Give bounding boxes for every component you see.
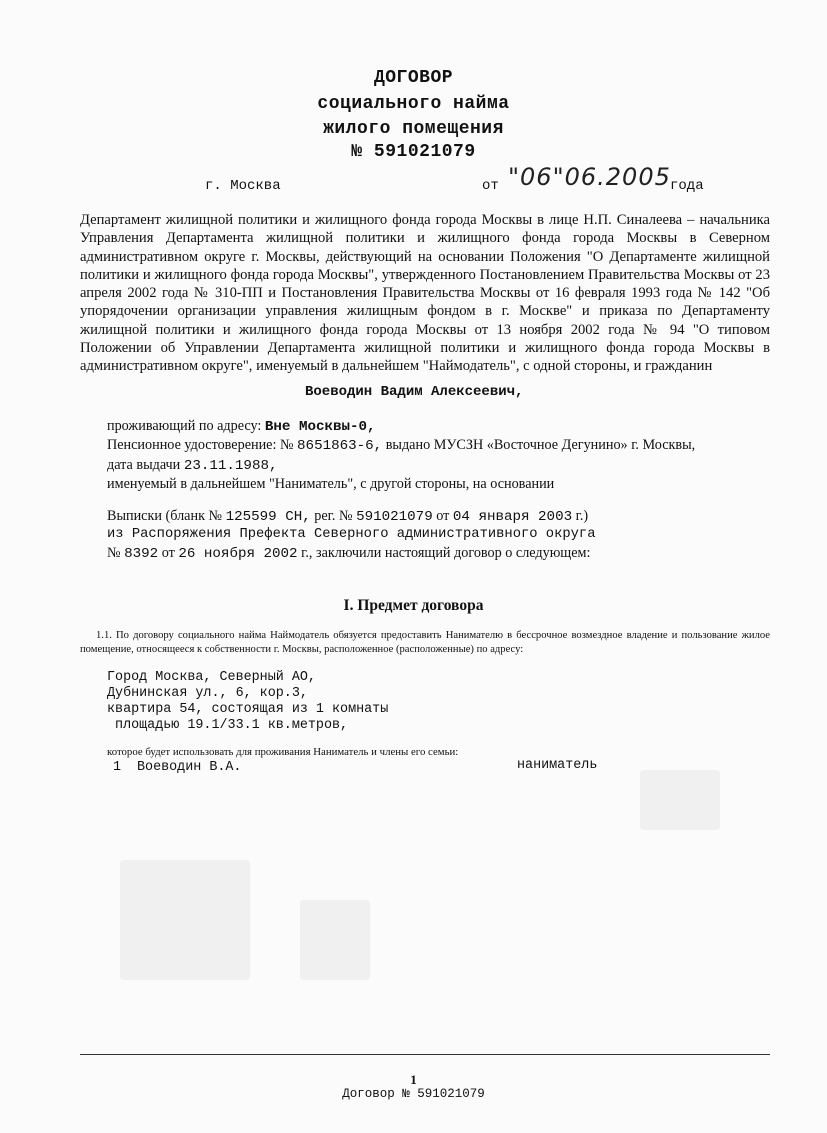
bleed-through-mark (640, 770, 720, 830)
order-date: 26 ноября 2002 (178, 546, 298, 562)
date-suffix: года (670, 178, 704, 194)
address-line-1: Город Москва, Северный АО, (107, 670, 316, 685)
address-line-4: площадью 19.1/33.1 кв.метров, (107, 718, 349, 733)
address-label: проживающий по адресу: (107, 418, 262, 434)
family-member-name: Воеводин В.А. (137, 760, 242, 775)
tenant-name: Воеводин Вадим Алексеевич, (305, 384, 524, 400)
intro-paragraph: Департамент жилищной политики и жилищного фонда города Москвы в лице Н.П. Синалеева – начальника Управления Департамента жилищной политики и жилищного фонда города Москвы в Северном административном округе г. Москвы, действующий на основании Положения "О Департаменте жилищной политики и жилищного фонда города Москвы", утвержденного Постановлением Правительства Москвы от 23 апреля 2002 года № 310-ПП и Постановления Правительства Москвы от 16 февраля 1993 года № 142 "Об упорядочении организации управления жилищным фондом в г. Москве" и приказа по Департаменту жилищной политики и жилищного фонда города Москвы от 13 ноября 2002 года № 94 "О типовом Положении об Управлении Департамента жилищной политики и жилищного фонда города Москвы в административном округе", именуемый в дальнейшем "Наймодатель", с одной стороны, и гражданин (80, 212, 770, 375)
referred-as-line: именуемый в дальнейшем "Наниматель", с другой стороны, на основании (107, 476, 555, 492)
bleed-through-mark (120, 860, 250, 980)
tenant-address-line (107, 418, 376, 435)
order-date-label: от (161, 545, 175, 561)
handwritten-date: "06"06.2005 (508, 163, 671, 191)
order-no-label: № (107, 545, 121, 561)
family-member-role: наниматель (517, 758, 598, 773)
pension-label: Пенсионное удостоверение: № (107, 437, 294, 453)
address-value: Вне Москвы-0, (264, 419, 376, 435)
clause-1-1: 1.1. По договору социального найма Наймодатель обязуется предоставить Нанимателю в бессрочное возмездное владение и пользование жилое помещение, относящееся к собственности г. Москвы, расположенное (расположенные) по адресу: (80, 630, 770, 655)
contract-number: № 591021079 (351, 142, 476, 162)
basis-line-1 (107, 508, 588, 525)
footer-doc-ref: Договор № 591021079 (342, 1087, 485, 1101)
pension-line (107, 437, 695, 454)
document-subtitle-2: жилого помещения (323, 119, 504, 139)
basis-label-2: рег. № (314, 508, 353, 524)
registration-number: 591021079 (356, 509, 433, 525)
page-number: 1 (410, 1072, 417, 1087)
family-member-number: 1 (113, 760, 122, 775)
basis-label-1: Выписки (бланк № (107, 508, 223, 524)
issue-date: 23.11.1988, (183, 458, 278, 474)
family-label: которое будет использовать для проживания Наниматель и члены его семьи: (107, 746, 459, 758)
address-line-2: Дубнинская ул., 6, кор.3, (107, 686, 308, 701)
address-line-3: квартира 54, состоящая из 1 комнаты (107, 702, 389, 717)
issue-date-line (107, 457, 277, 474)
basis-line-2: из Распоряжения Префекта Северного административного округа (107, 527, 596, 542)
section-1-title: I. Предмет договора (343, 597, 484, 614)
order-number: 8392 (124, 546, 159, 562)
city: г. Москва (205, 178, 281, 194)
bleed-through-mark (300, 900, 370, 980)
basis-line-3 (107, 545, 590, 562)
registration-date: 04 января 2003 (452, 509, 573, 525)
pension-issuer: выдано МУСЗН «Восточное Дегунино» г. Москвы, (385, 437, 696, 453)
date-prefix: от (482, 178, 499, 194)
document-subtitle-1: социального найма (317, 94, 510, 114)
issue-label: дата выдачи (107, 457, 181, 473)
pension-number: 8651863-6, (297, 438, 383, 454)
basis-label-3: от (436, 508, 450, 524)
blank-number: 125599 СН, (225, 509, 311, 525)
footer-divider (80, 1054, 770, 1055)
basis-closing: г., заключили настоящий договор о следующем: (301, 545, 591, 561)
document-title: ДОГОВОР (373, 68, 454, 88)
basis-label-4: г.) (575, 508, 589, 524)
